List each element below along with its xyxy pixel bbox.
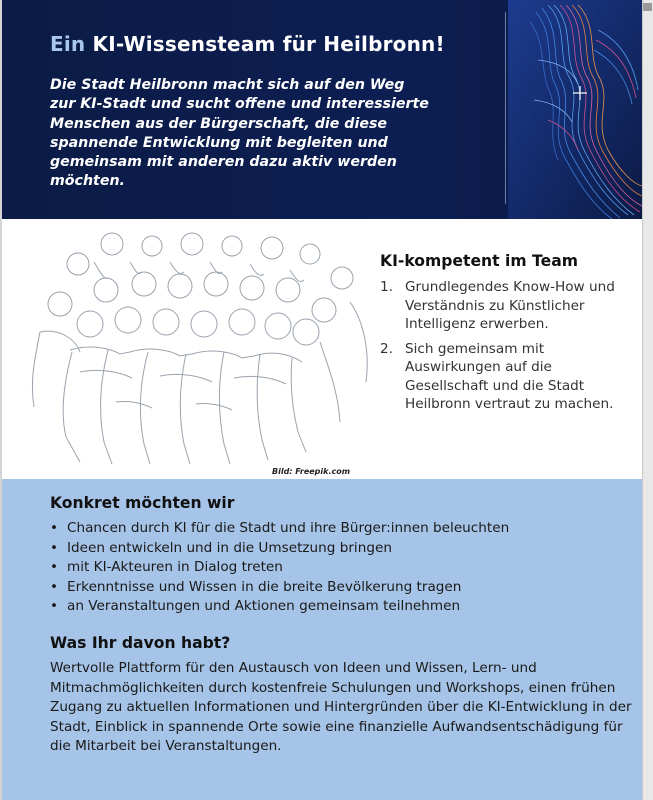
team-goals-list <box>380 278 630 420</box>
ai-face-wireframe-image <box>508 0 642 219</box>
hero-intro-text: Die Stadt Heilbronn macht sich auf den Weg zur KI-Stadt und sucht offene und interessierte Menschen aus der Bürgerschaft, die diese spannende Entwicklung mit begleiten und gemeinsam mit anderen dazu aktiv werden möchten. <box>50 77 429 190</box>
benefits-text: Wertvolle Plattform für den Austausch von Ideen und Wissen, Lern- und Mitmachmöglichkeiten durch kostenfreie Schulungen und Workshops, einen frühen Zugang zu aktuellen Informationen und Hintergründen über die KI-Entwicklung in der Stadt, Einblick in spannende Orte sowie eine finanzielle Aufwandsentschädigung für die Mitarbeit bei Veranstaltungen. <box>50 660 632 755</box>
team-section-title: KI-kompetent im Team <box>380 252 578 270</box>
hero-title-rest: KI-Wissensteam für Heilbronn! <box>85 32 445 56</box>
scrollbar-thumb[interactable] <box>643 3 652 11</box>
list-item: • Chancen durch KI für die Stadt und ihre Bürger:innen beleuchten <box>50 519 630 539</box>
hero-banner <box>2 0 642 219</box>
hero-title <box>50 32 445 56</box>
list-item-text: Grundlegendes Know-How und Verständnis zu Künstlicher Intelligenz erwerben. <box>405 279 615 332</box>
hero-divider <box>505 12 506 204</box>
crowd-line-drawing-image <box>20 232 376 467</box>
document-page <box>2 0 642 800</box>
list-item: • Ideen entwickeln und in die Umsetzung bringen <box>50 539 630 559</box>
list-item: • an Veranstaltungen und Aktionen gemeinsam teilnehmen <box>50 597 630 617</box>
image-credit: Bild: Freepik.com <box>272 467 351 476</box>
hero-title-accent: Ein <box>50 32 86 56</box>
vertical-scrollbar[interactable] <box>642 0 653 800</box>
list-item <box>380 340 630 414</box>
list-item: • mit KI-Akteuren in Dialog treten <box>50 558 630 578</box>
list-item-number: 1. <box>380 279 393 295</box>
benefits-section-title: Was Ihr davon habt? <box>50 634 231 652</box>
list-item-number: 2. <box>380 340 393 357</box>
konkret-bullet-list <box>50 519 630 617</box>
list-item <box>380 278 630 334</box>
konkret-section-title: Konkret möchten wir <box>50 494 235 512</box>
list-item-text: Sich gemeinsam mit Auswirkungen auf die Gesellschaft und die Stadt Heilbronn vertraut zu machen. <box>405 340 614 412</box>
list-item: • Erkenntnisse und Wissen in die breite Bevölkerung tragen <box>50 578 630 598</box>
